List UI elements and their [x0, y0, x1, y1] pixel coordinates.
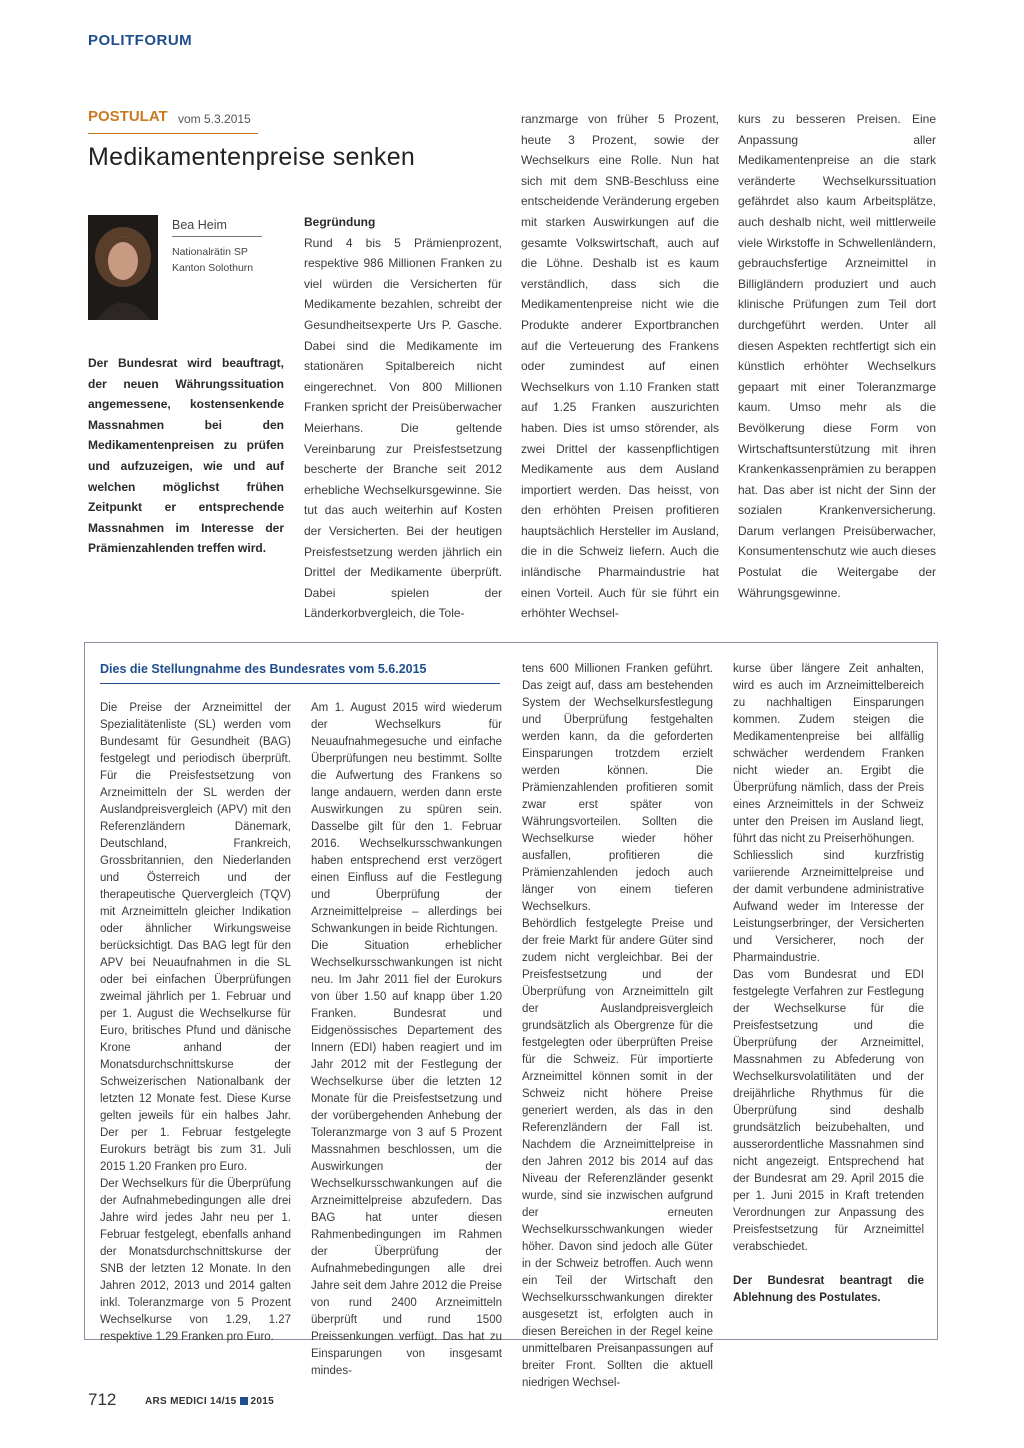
journal-footer [145, 1396, 274, 1407]
stellungnahme-conclusion: Der Bundesrat beantragt die Ablehnung des Postulates. [733, 1275, 924, 1304]
stellungnahme-para-2: Der Wechselkurs für die Überprüfung der Aufnahmebedingungen alle drei Jahre wird jedes Jahr neu per 1. Februar festgelegt, ebenfalls anhand der Monatsdurchschnittskurse der SNB der letzten 12 Monate. In den Jahren 2012, 2013 und 2014 galten inkl. Toleranzmarge von 5 Prozent Wechselkurse von 1.29, 1.27 respektive 1.29 Franken pro Euro. [100, 1178, 291, 1343]
stellungnahme-divider [100, 683, 500, 684]
page-number: 712 [88, 1390, 117, 1409]
author-role-canton: Kanton Solothurn [172, 262, 254, 274]
stellungnahme-para-6: Behördlich festgelegte Preise und der freie Markt für andere Güter sind zudem nicht vergleichbar. Bei der Preisfestsetzung und der Überprüfung von Arzneimitteln gilt der Auslandpreisvergleich grundsätzlich als Obergrenze für die festgelegten oder überprüften Preise für die Schweiz. Für importierte Arzneimittel können somit in der Schweiz nicht höhere Preise generiert werden, als das in den Referenzländern der Fall ist. Nachdem die Arzneimittelpreise in den Jahren 2012 bis 2014 auf das Niveau der Referenzländer gesenkt wurde, sind sie inzwischen aufgrund der erneuten Wechselkursschwankungen wieder höher. Davon sind jedoch alle Güter in der Schweiz betroffen. Auch wenn ein Teil der Wirtschaft den Wechselkursschwankungen direkter ausgesetzt ist, erfolgten auch in diesen Bereichen in der Regel keine unmittelbaren Preisanpassungen auf breiter Front. Sollten die aktuell niedrigen Wechsel- [522, 918, 713, 1389]
author-portrait-image [88, 215, 158, 320]
author-photo [88, 215, 158, 320]
stellungnahme-column-4 [733, 661, 924, 1307]
begruendung-column-2: ranzmarge von früher 5 Prozent, heute 3 Prozent, sowie der Wechselkurs eine Rolle. Nun hat sich mit dem SNB-Beschluss eine entscheidende Veränderung ergeben mit starken Auswirkungen auf die gesamte Volkswirtschaft, auch auf die Löhne. Deshalb ist es kaum verständlich, dass sich die Medikamentenpreise nicht wie die Produkte anderer Exportbranchen auf die Verteuerung des Frankens oder zumindest auf einen Wechselkurs von 1.10 Franken statt auf 1.25 Franken auszurichten haben. Dies ist umso störender, als zwei Drittel der kassenpflichtigen Medikamente aus dem Ausland importiert werden. Das heisst, von den erhöhten Preisen profitieren hauptsächlich Hersteller im Ausland, die in die Schweiz liefern. Auch die inländische Pharmaindustrie hat einen Vorteil. Auch für sie führt ein erhöhter Wechsel- [521, 112, 719, 621]
author-role-title: Nationalrätin SP [172, 246, 248, 258]
journal-name: ARS MEDICI 14/15 [145, 1396, 237, 1407]
stellungnahme-column-3 [522, 661, 713, 1392]
stellungnahme-para-5: tens 600 Millionen Franken geführt. Das zeigt auf, dass am bestehenden System der Wechselkursfestlegung und Überprüfung festgehalten werden kann, da die geforderten Einsparungen trotzdem erzielt werden können. Die Prämienzahlenden profitieren somit zwar erst später von Währungsvorteilen. Sollten die Wechselkurse wieder höher ausfallen, profitieren die Prämienzahlenden jedoch auch länger von einem tieferen Wechselkurs. [522, 663, 713, 913]
postulat-date: vom 5.3.2015 [178, 112, 251, 126]
author-divider [172, 236, 262, 237]
stellungnahme-para-7: kurse über längere Zeit anhalten, wird es auch im Arzneimittelbereich zu nachhaltigen Einsparungen kommen. Zudem steigen die Medikamentenpreise bei allfällig schwächer werdendem Franken nicht wieder an. Ergibt die Überprüfung nämlich, dass der Preis eines Arzneimittels in der Schweiz unter den Preisen im Ausland liegt, führt das nicht zu Preiserhöhungen. [733, 663, 924, 845]
begruendung-heading: Begründung [304, 215, 376, 229]
author-role [172, 244, 253, 276]
postulat-divider [88, 133, 258, 134]
begruendung-column-1 [304, 212, 502, 624]
stellungnahme-para-1: Die Preise der Arzneimittel der Spezialitätenliste (SL) werden vom Bundesamt für Gesundheit (BAG) festgelegt und periodisch überprüft. Für die Preisfestsetzung von Arzneimitteln der SL werden der Auslandpreisvergleich (APV) mit den Referenzländern Dänemark, Deutschland, Frankreich, Grossbritannien, den Niederlanden und Österreich und der therapeutische Quervergleich (TQV) mit Arzneimitteln gleicher Indikation oder ähnlicher Wirkungsweise berücksichtigt. Das BAG legt für den APV bei Neuaufnahmen in die SL oder bei einfachen Überprüfungen zweimal jährlich per 1. Februar und per 1. August die Wechselkurse für Euro, britisches Pfund und dänische Krone anhand der Monatsdurchschnittskurse der Schweizerischen Nationalbank der letzten 12 Monate fest. Diese Kurse gelten jeweils für ein halbes Jahr. Der per 1. Februar festgelegte Eurokurs beträgt bis zum 31. Juli 2015 1.20 Franken pro Euro. [100, 702, 291, 1173]
stellungnahme-para-4: Die Situation erheblicher Wechselkursschwankungen ist nicht neu. Im Jahr 2011 fiel der Eurokurs von über 1.50 auf knapp über 1.20 Franken. Bundesrat und Eidgenössisches Departement des Innern (EDI) haben reagiert und im Jahr 2012 mit der Festlegung der Wechselkurse über die letzten 12 Monate für die Preisfestsetzung und der vorübergehenden Anhebung der Toleranzmarge von 3 auf 5 Prozent Massnahmen beschlossen, um die Auswirkungen der Wechselkursschwankungen auf die Arzneimittelpreise abzufedern. Das BAG hat unter diesen Rahmenbedingungen im Rahmen der Überprüfung der Aufnahmebedingungen alle drei Jahre seit dem Jahre 2012 die Preise von rund 2400 Arzneimitteln überprüft und rund 1500 Preissenkungen verfügt. Das hat zu Einsparungen von insgesamt mindes- [311, 940, 502, 1377]
section-header: POLITFORUM [88, 32, 193, 49]
lead-paragraph: Der Bundesrat wird beauftragt, der neuen Währungssituation angemessene, kostensenkende Massnahmen bei den Medikamentenpreisen zu prüfen und aufzuzeigen, wie und auf welchen möglichst frühen Zeitpunkt er entsprechende Massnahmen im Interesse der Prämienzahlenden treffen wird. [88, 356, 284, 556]
article-title: Medikamentenpreise senken [88, 143, 416, 171]
journal-year: 2015 [250, 1396, 274, 1407]
stellungnahme-column-1 [100, 700, 291, 1346]
square-bullet-icon [240, 1397, 248, 1405]
author-name: Bea Heim [172, 218, 227, 232]
begruendung-text-1: Rund 4 bis 5 Prämienprozent, respektive 986 Millionen Franken zu viel würden die Versicherten für Medikamente bezahlen, schreibt der Gesundheitsexperte Urs P. Gasche. Dabei sind die Medikamente im stationären Spitalbereich nicht eingerechnet. Von 800 Millionen Franken spricht der Preisüberwacher Meierhans. Die geltende Vereinbarung zur Preisfestsetzung bescherte der Branche seit 2012 erhebliche Wechselkursgewinne. Sie tut das auch weiterhin auf Kosten der Versicherten. Bei der heutigen Preisfestsetzung werden jährlich ein Drittel der Medikamente überprüft. Dabei spielen der Länderkorbvergleich, die Tole- [304, 235, 502, 621]
stellungnahme-para-9: Das vom Bundesrat und EDI festgelegte Verfahren zur Festlegung der Wechselkurse für die Preisfestsetzung und die Überprüfung der Arzneimittel, Massnahmen zu Abfederung von Wechselkursvolatilitäten und der dreijährliche Rhythmus für die Überprüfung sind deshalb grundsätzlich beizubehalten, und ausserordentliche Massnahmen sind nicht angezeigt. Entsprechend hat der Bundesrat am 29. April 2015 die per 1. Juni 2015 in Kraft tretenden Verordnungen zur Anpassung des Preisfestsetzung für Arzneimittel verabschiedet. [733, 969, 924, 1253]
postulat-label: POSTULAT [88, 108, 168, 125]
stellungnahme-column-2 [311, 700, 502, 1380]
stellungnahme-title: Dies die Stellungnahme des Bundesrates vom 5.6.2015 [100, 662, 427, 676]
stellungnahme-para-3: Am 1. August 2015 wird wiederum der Wechselkurs für Neuaufnahmegesuche und einfache Überprüfungen neu bestimmt. Sollte die Aufwertung des Frankens so lange andauern, werden dann erste Auswirkungen zu spüren sein. Dasselbe gilt für den 1. Februar 2016. Wechselkursschwankungen haben entsprechend erst verzögert einen Einfluss auf die Festlegung und Überprüfung der Arzneimittelpreise – allerdings bei Schwankungen in beide Richtungen. [311, 702, 502, 935]
begruendung-column-3: kurs zu besseren Preisen. Eine Anpassung aller Medikamentenpreise an die stark veränderte Wechselkurssituation gefährdet also kaum Arbeitsplätze, auch deshalb nicht, weil mittlerweile viele Wirkstoffe in Schwellenländern, gebrauchsfertige Arzneimittel in Billigländern produziert und auch klinische Prüfungen zum Teil dort durchgeführt werden. Unter all diesen Aspekten rechtfertigt sich ein künstlich erhöhter Wechselkurs gepaart mit einer Toleranzmarge kaum. Umso mehr als die Bevölkerung diese Form von Wirtschaftsunterstützung mit ihren Krankenkassenprämien zu berappen hat. Das aber ist nicht der Sinn der sozialen Krankenversicherung. Darum verlangen Preisüberwacher, Konsumentenschutz wie auch dieses Postulat die Weitergabe der Währungsgewinne. [738, 112, 936, 600]
stellungnahme-para-8: Schliesslich sind kurzfristig variierende Arzneimittelpreise und der damit verbundene administrative Aufwand weder im Interesse der Leistungserbringer, der Versicherten und Versicherer, noch der Pharmaindustrie. [733, 850, 924, 964]
